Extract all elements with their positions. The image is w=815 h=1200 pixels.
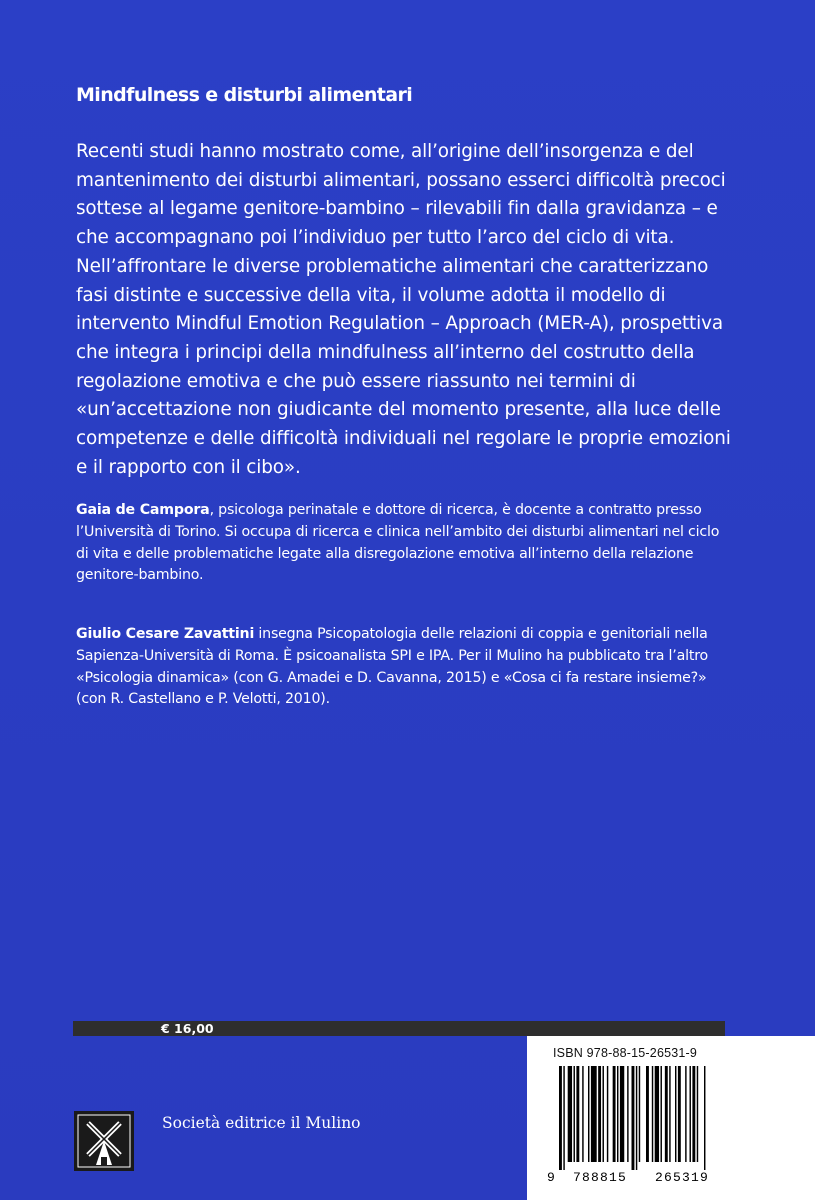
- book-title: Mindfulness e disturbi alimentari: [76, 84, 413, 106]
- barcode-digit-first: 9: [547, 1170, 555, 1184]
- barcode-bar: [620, 1066, 624, 1162]
- publisher-name: Società editrice il Mulino: [162, 1114, 361, 1132]
- barcode-bar: [632, 1066, 635, 1170]
- barcode-bar: [678, 1066, 681, 1162]
- barcode-bar: [613, 1066, 616, 1162]
- author-name-2: Giulio Cesare Zavattini: [76, 626, 255, 642]
- barcode-bar: [646, 1066, 649, 1162]
- barcode-bar: [627, 1066, 628, 1162]
- author-name-1: Gaia de Campora: [76, 502, 210, 518]
- barcode-bar: [697, 1066, 698, 1162]
- barcode-bar: [692, 1066, 695, 1162]
- price-bar: [73, 1021, 725, 1036]
- author-text-1: , psicologa perinatale e dottore di ricerca, è docente a contratto presso l’Università di Torino. Si occupa di ricerca e clinica nell’ambito dei disturbi alimentari nel ciclo di vita e delle problematiche legate alla disregolazione emotiva all’interno della relazione genitore-bambino.: [76, 502, 720, 584]
- barcode-bar: [661, 1066, 662, 1162]
- barcode-box: [527, 1036, 815, 1200]
- barcode-bar: [617, 1066, 618, 1162]
- barcode-bar: [563, 1066, 564, 1170]
- author-bio-1: [76, 500, 736, 587]
- barcode-digits-right: 265319: [655, 1170, 710, 1184]
- barcode-bar: [655, 1066, 659, 1162]
- barcode-bar: [685, 1066, 686, 1162]
- barcode-bar: [603, 1066, 604, 1162]
- barcode-bar: [598, 1066, 601, 1162]
- barcode-bar: [675, 1066, 676, 1162]
- barcode-bar: [704, 1066, 705, 1170]
- barcode-bar: [669, 1066, 670, 1162]
- barcode-bar: [591, 1066, 597, 1162]
- barcode-bar: [665, 1066, 668, 1162]
- barcode: [547, 1066, 737, 1184]
- price-label: € 16,00: [161, 1021, 214, 1036]
- barcode-bar: [576, 1066, 579, 1162]
- barcode-digits-left: 788815: [573, 1170, 628, 1184]
- author-bio-2: [76, 624, 736, 711]
- barcode-bar: [690, 1066, 691, 1162]
- barcode-bar: [568, 1066, 572, 1162]
- barcode-bar: [607, 1066, 608, 1162]
- isbn-label: ISBN 978-88-15-26531-9: [553, 1046, 698, 1060]
- barcode-bar: [639, 1066, 640, 1162]
- barcode-bar: [559, 1066, 562, 1170]
- barcode-bar: [636, 1066, 637, 1170]
- barcode-bar: [588, 1066, 589, 1162]
- mulino-windmill-logo-icon: [74, 1111, 134, 1171]
- barcode-bar: [652, 1066, 653, 1162]
- book-abstract: Recenti studi hanno mostrato come, all’origine dell’insorgenza e del mantenimento dei disturbi alimentari, possano esserci difficoltà precoci sottese al legame genitore-bambino – rilevabili fin dalla gravidanza – e che accompagnano poi l’individuo per tutto l’arco del ciclo di vita. Nell’affrontare le diverse problematiche alimentari che caratterizzano fasi distinte e successive della vita, il volume adotta il modello di intervento Mindful Emotion Regulation – Approach (MER-A), prospettiva che integra i principi della mindfulness all’interno del costrutto della regolazione emotiva e che può essere riassunto nei termini di «un’accettazione non giudicante del momento presente, alla luce delle competenze e delle difficoltà individuali nel regolare le proprie emozioni e il rapporto con il cibo».: [76, 141, 731, 478]
- barcode-bar: [574, 1066, 575, 1162]
- barcode-bar: [582, 1066, 583, 1162]
- author-text-2: insegna Psicopatologia delle relazioni di coppia e genitoriali nella Sapienza-Università di Roma. È psicoanalista SPI e IPA. Per il Mulino ha pubblicato tra l’altro «Psicologia dinamica» (con G. Amadei e D. Cavanna, 2015) e «Cosa ci fa restare insieme?» (con R. Castellano e P. Velotti, 2010).: [76, 626, 709, 708]
